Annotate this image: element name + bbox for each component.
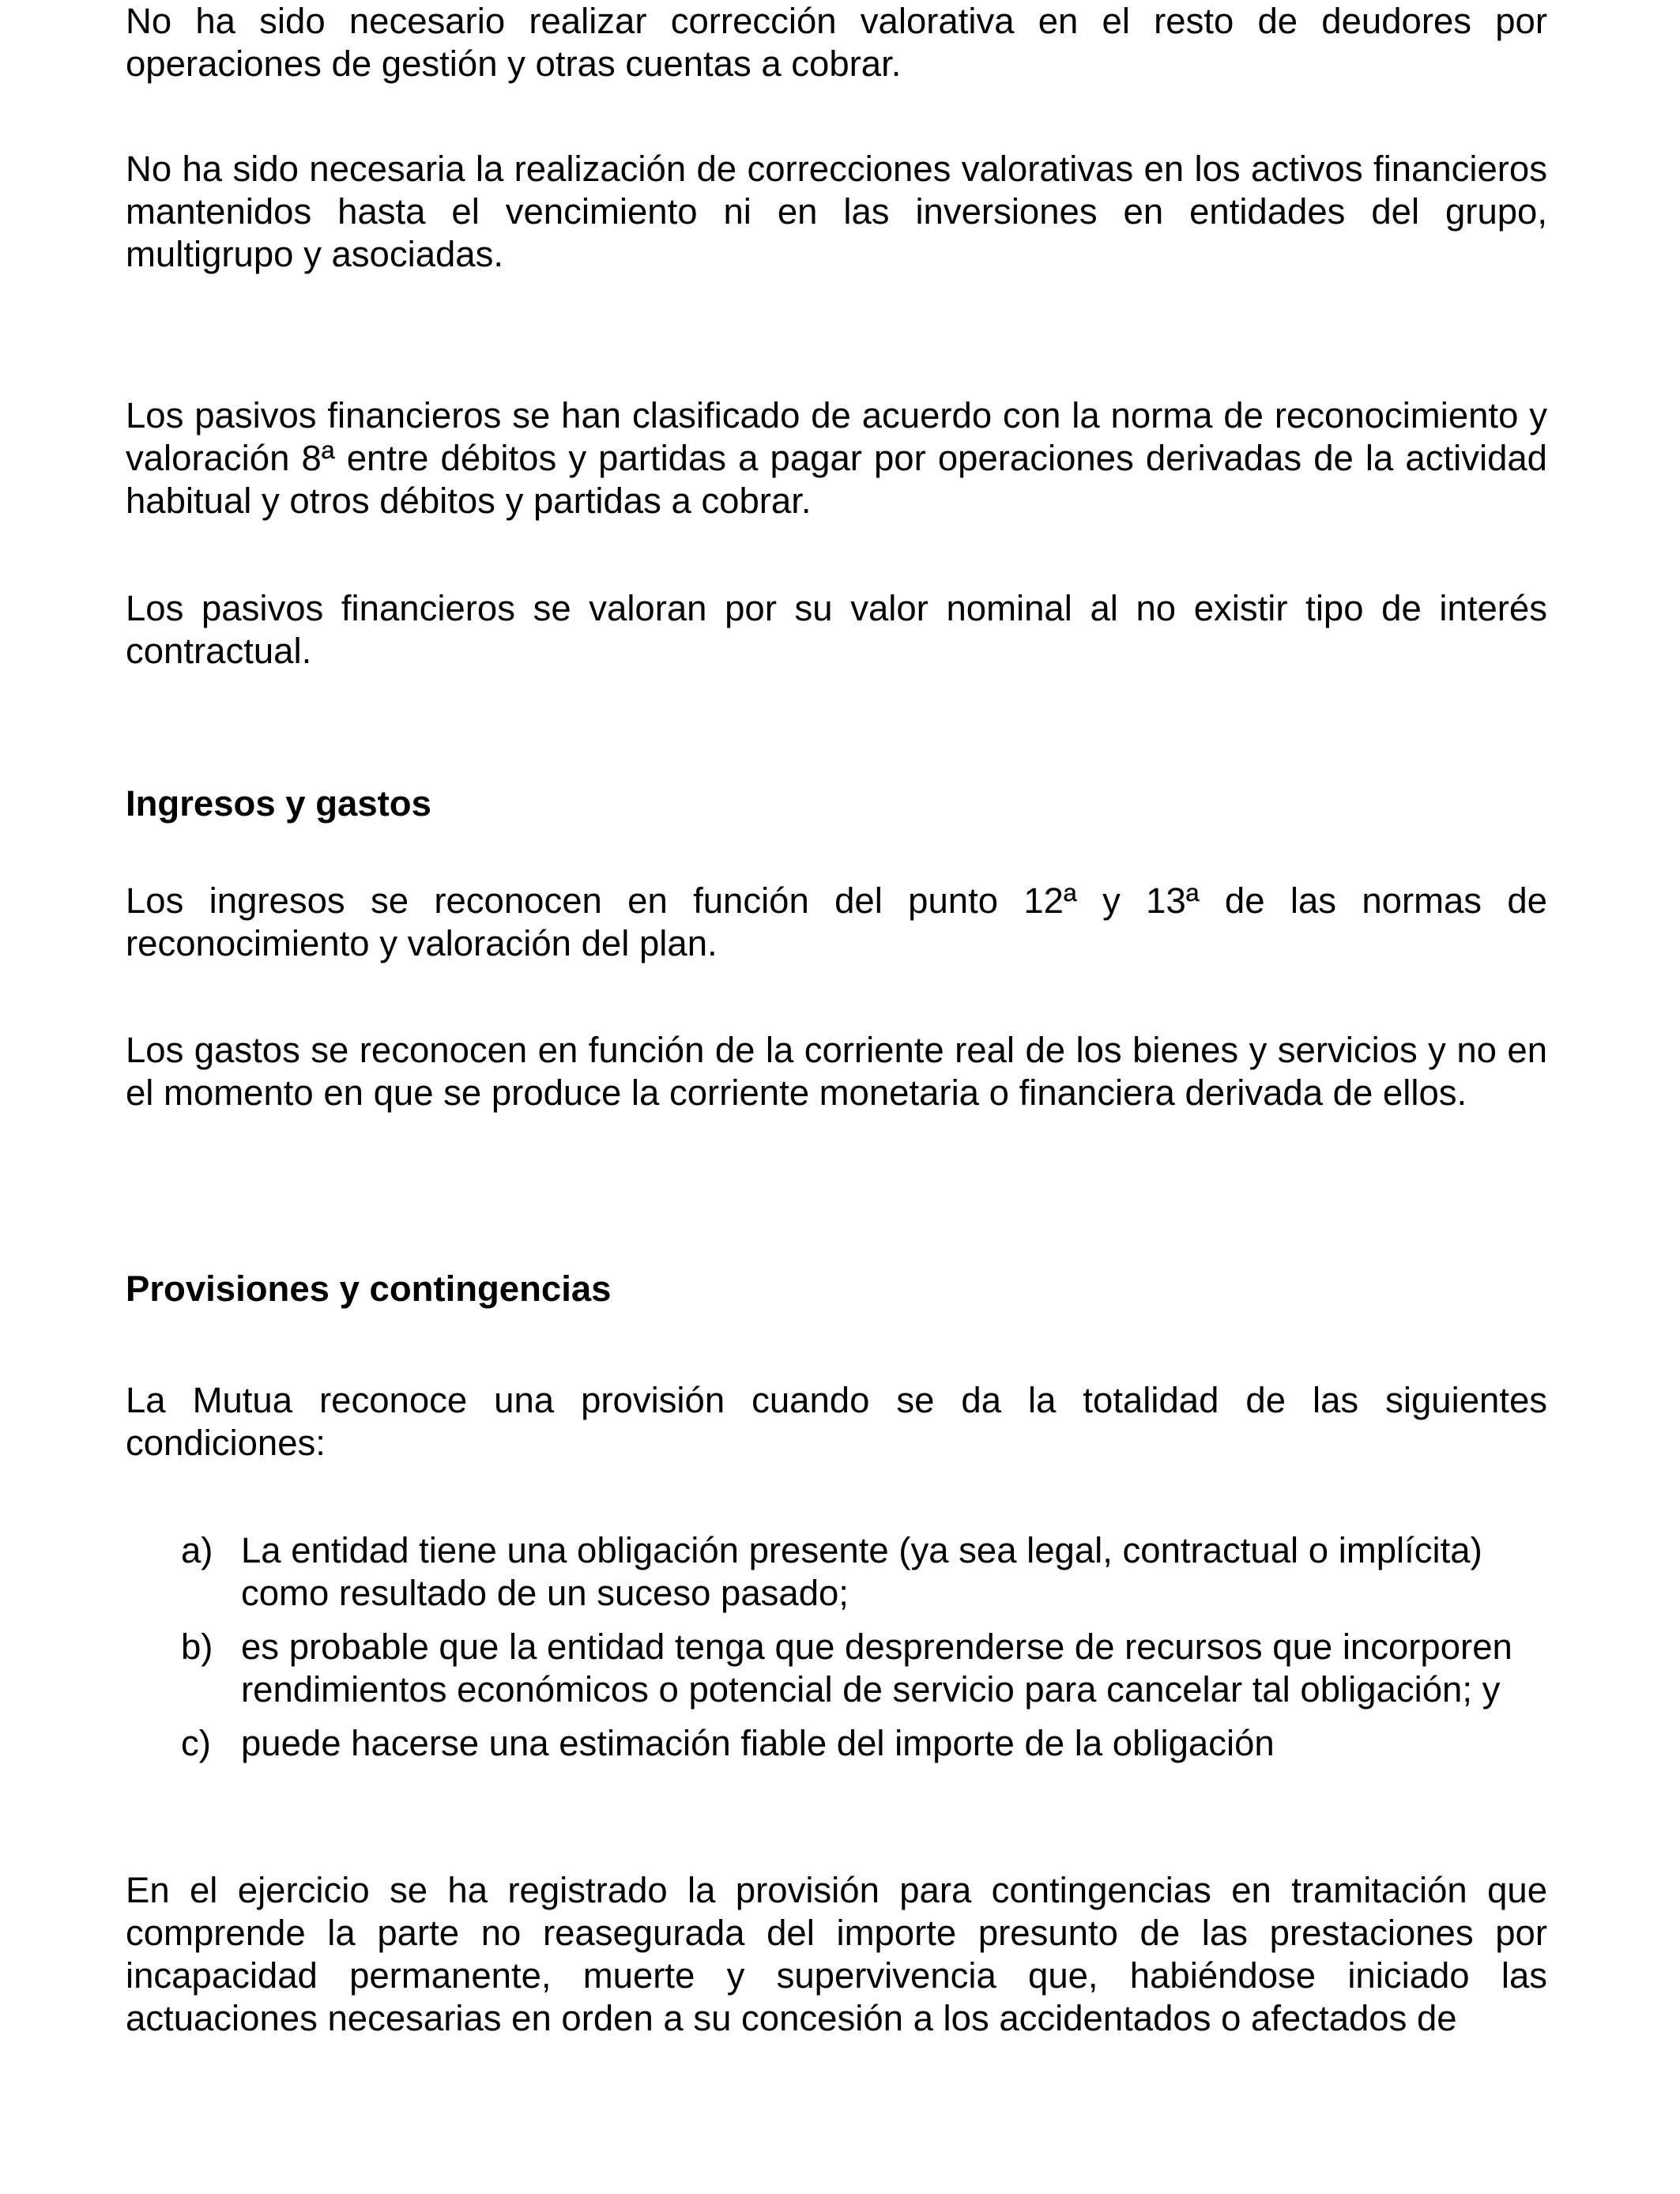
list-item-text: La entidad tiene una obligación presente (ya sea legal, contractual o implícita) como resultado de un suceso pasado; xyxy=(241,1530,1482,1613)
conditions-list xyxy=(126,1529,1547,1776)
list-marker: b) xyxy=(181,1627,213,1667)
paragraph-pasivos-valoracion: Los pasivos financieros se valoran por su valor nominal al no existir tipo de interés contractual. xyxy=(126,588,1547,671)
paragraph-provision-condiciones: La Mutua reconoce una provisión cuando se da la totalidad de las siguientes condiciones: xyxy=(126,1380,1547,1463)
paragraph-deudores-correccion: No ha sido necesario realizar corrección valorativa en el resto de deudores por operaciones de gestión y otras cuentas a cobrar. xyxy=(126,1,1547,84)
list-item xyxy=(126,1529,1547,1615)
heading-provisiones-contingencias: Provisiones y contingencias xyxy=(126,1269,612,1309)
paragraph-pasivos-clasificacion: Los pasivos financieros se han clasificado de acuerdo con la norma de reconocimiento y valoración 8ª entre débitos y partidas a pagar por operaciones derivadas de la actividad habitual y otros débitos y partidas a cobrar. xyxy=(126,395,1547,521)
paragraph-gastos: Los gastos se reconocen en función de la corriente real de los bienes y servicios y no en el momento en que se produce la corriente monetaria o financiera derivada de ellos. xyxy=(126,1030,1547,1113)
heading-ingresos-gastos: Ingresos y gastos xyxy=(126,783,431,824)
paragraph-provision-contingencias-tramitacion: En el ejercicio se ha registrado la provisión para contingencias en tramitación que comprende la parte no reasegurada del importe presunto de las prestaciones por incapacidad permanente, muerte y supervivencia que, habiéndose iniciado las actuaciones necesarias en orden a su concesión a los accidentados o afectados de xyxy=(126,1870,1547,2038)
list-item xyxy=(126,1722,1547,1765)
list-marker: a) xyxy=(181,1530,213,1570)
paragraph-activos-financieros: No ha sido necesaria la realización de correcciones valorativas en los activos financieros mantenidos hasta el vencimiento ni en las inversiones en entidades del grupo, multigrupo y asociadas. xyxy=(126,149,1547,274)
list-marker: c) xyxy=(181,1723,211,1763)
list-item-text: es probable que la entidad tenga que desprenderse de recursos que incorporen rendimientos económicos o potencial de servicio para cancelar tal obligación; y xyxy=(241,1627,1512,1710)
paragraph-ingresos: Los ingresos se reconocen en función del punto 12ª y 13ª de las normas de reconocimiento y valoración del plan. xyxy=(126,880,1547,963)
list-item xyxy=(126,1626,1547,1711)
list-item-text: puede hacerse una estimación fiable del importe de la obligación xyxy=(241,1723,1275,1763)
